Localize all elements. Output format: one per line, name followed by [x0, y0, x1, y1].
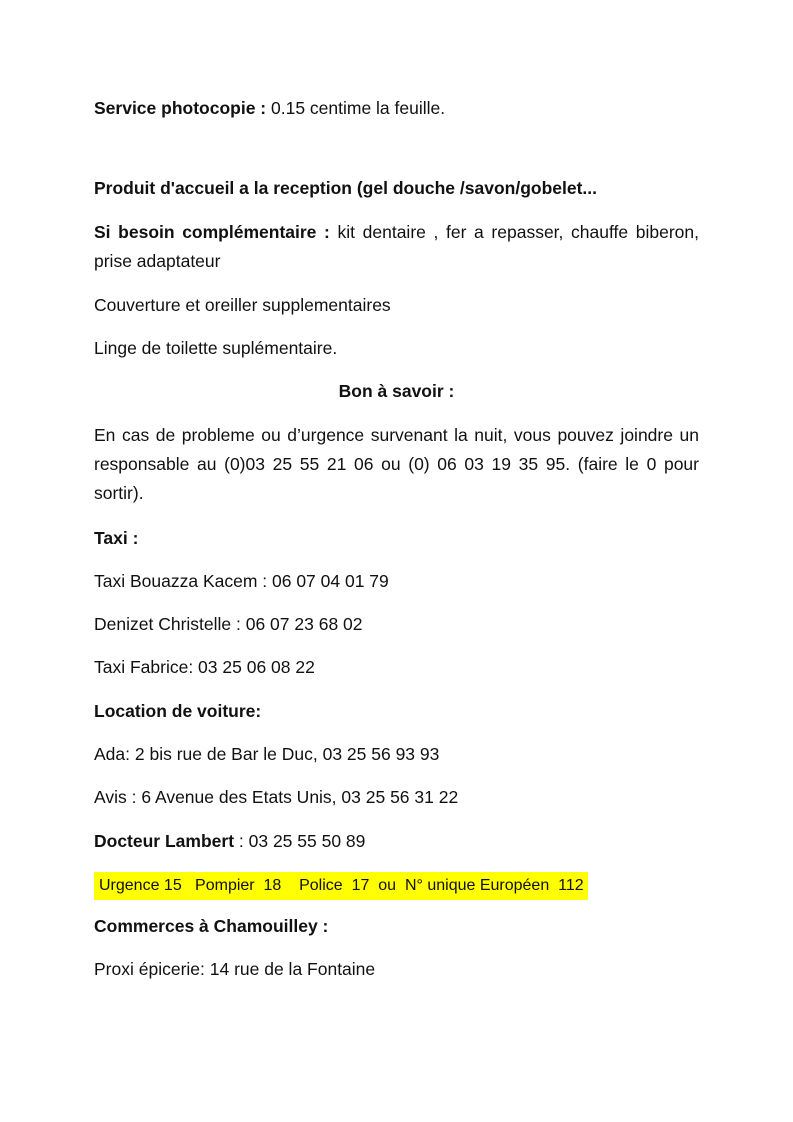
urgences-highlight: Urgence 15 Pompier 18 Police 17 ou N° unique Européen 112	[94, 872, 588, 900]
besoin-paragraph	[94, 218, 699, 276]
taxi-heading: Taxi :	[94, 528, 139, 548]
besoin-value: kit dentaire , fer a repasser, chauffe biberon, prise adaptateur	[94, 222, 700, 271]
location-heading: Location de voiture:	[94, 701, 262, 721]
docteur-value: : 03 25 55 50 89	[234, 831, 366, 851]
commerces-heading: Commerces à Chamouilley :	[94, 916, 329, 936]
taxi-entry: Denizet Christelle : 06 07 23 68 02	[94, 614, 363, 634]
location-entry: Ada: 2 bis rue de Bar le Duc, 03 25 56 93 93	[94, 744, 440, 764]
photocopie-line	[94, 94, 699, 123]
urgence-nuit-paragraph: En cas de probleme ou d’urgence survenant la nuit, vous pouvez joindre un responsable au (0)03 25 55 21 06 ou (0) 06 03 19 35 95. (faire le 0 pour sortir).	[94, 425, 699, 503]
location-entry: Avis : 6 Avenue des Etats Unis, 03 25 56 31 22	[94, 787, 459, 807]
couverture-line: Couverture et oreiller supplementaires	[94, 295, 391, 315]
besoin-label: Si besoin complémentaire :	[94, 222, 330, 242]
bon-a-savoir-heading: Bon à savoir :	[338, 381, 455, 401]
taxi-entry: Taxi Bouazza Kacem : 06 07 04 01 79	[94, 571, 389, 591]
docteur-label: Docteur Lambert	[94, 831, 235, 851]
linge-line: Linge de toilette suplémentaire.	[94, 338, 338, 358]
produit-accueil-line: Produit d'accueil a la reception (gel douche /savon/gobelet...	[94, 178, 598, 198]
photocopie-value: 0.15 centime la feuille.	[266, 98, 446, 118]
docteur-line	[94, 827, 699, 856]
taxi-entry: Taxi Fabrice: 03 25 06 08 22	[94, 657, 315, 677]
urgences-numbers-line	[94, 870, 699, 900]
commerces-entry: Proxi épicerie: 14 rue de la Fontaine	[94, 959, 376, 979]
photocopie-label: Service photocopie :	[94, 98, 267, 118]
